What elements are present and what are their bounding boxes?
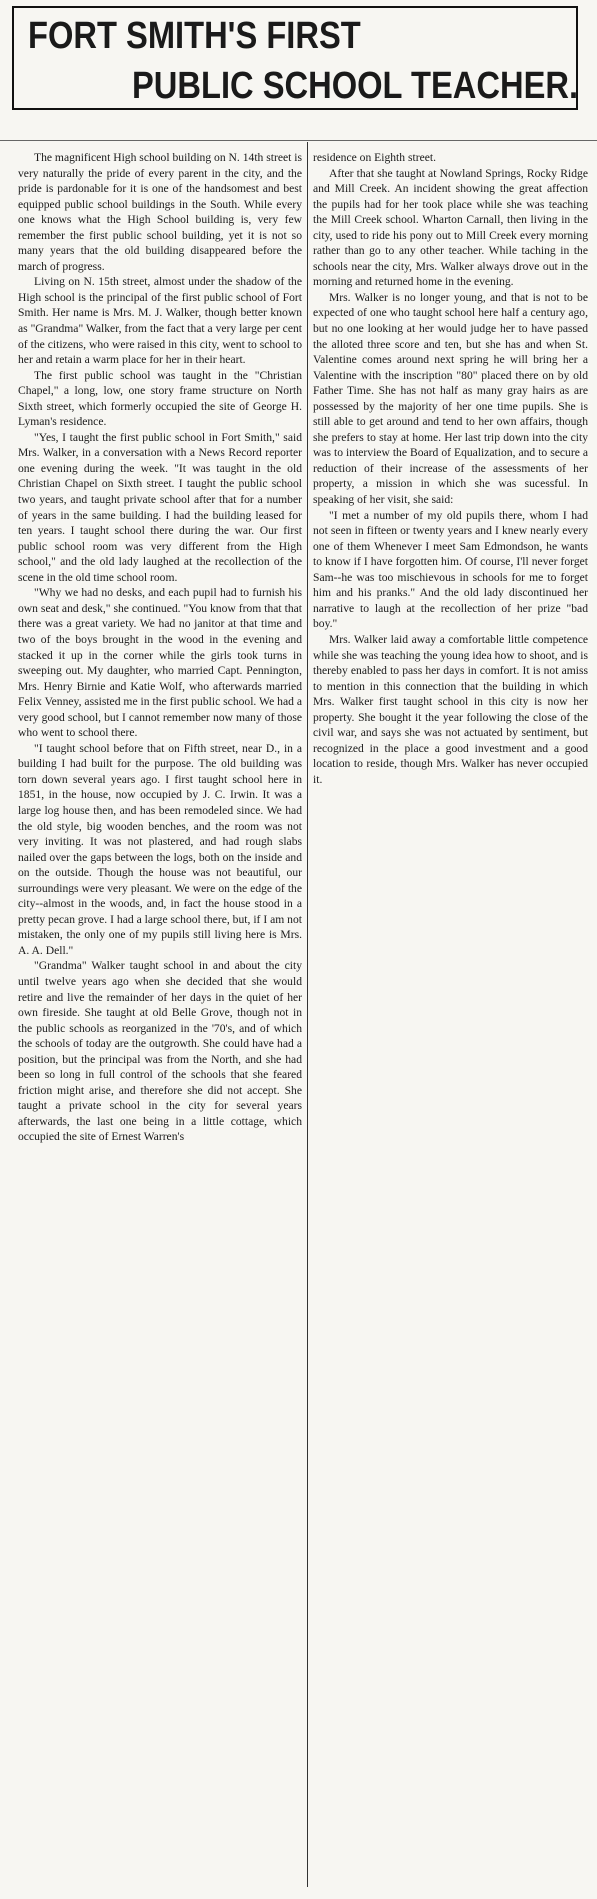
headline-box [12, 6, 578, 110]
paragraph: residence on Eighth street. [313, 151, 436, 164]
paragraph: Living on N. 15th street, almost under the shadow of the High school is the principal of the first public school of Fort Smith. Her name is Mrs. M. J. Walker, though better known as "Grandma" Walker, from the fact that a very large per cent of the citizens, who were raised in this city, went to school to her and retain a warm place for her in their heart. [18, 275, 302, 367]
right-column [313, 150, 588, 787]
paragraph: Mrs. Walker is no longer young, and that is not to be expected of one who taught school here half a century ago, but no one looking at her would judge her to have passed the alloted three score and ten, but she has and when St. Valentine comes around next spring he will bring her a Valentine with the inscription "80" placed there on by old Father Time. She has not half as many gray hairs as are possessed by the majority of her one time pupils. She is still able to get around and tend to her own affairs, though she prefers to stay at home. Her last trip down into the city was to interview the Board of Equalization, and to secure a reduction of their increase of the assessments of her property, a mission in which she was sucessful. In speaking of her visit, she said: [313, 290, 588, 507]
top-rule [0, 140, 597, 141]
column-divider [307, 142, 308, 1887]
paragraph: "Yes, I taught the first public school in Fort Smith," said Mrs. Walker, in a conversation with a News Record reporter one evening during the week. "It was taught in the old Christian Chapel on Sixth street. I taught the public school two years, and taught private school after that for a number of years in the same building. I had the building leased for ten years. I taught school there during the war. Our first public school room was very different from the High school," and the old lady laughed at the recollection of the scene in the old time school room. [18, 430, 302, 584]
paragraph: Mrs. Walker laid away a comfortable little competence while she was teaching the young idea how to shoot, and is thereby enabled to pass her days in comfort. It is not amiss to mention in this connection that the building in which Mrs. Walker first taught school in this city is now her property. She bought it the year following the close of the civil war, and says she was not actuated by sentiment, but recognized in the place a good investment and a good location to reside, though Mrs. Walker has never occupied it. [313, 632, 588, 786]
paragraph: "I met a number of my old pupils there, whom I had not seen in fifteen or twenty years and I knew nearly every one of them Whenever I meet Sam Edmondson, he wants to know if I have forgotten him. Of course, I'll never forget Sam--he was too mischievous in schools for me to forget him and his pranks." And the old lady discontinued her narrative to laugh at the recollection of her prize "bad boy." [313, 508, 588, 631]
paragraph: "Grandma" Walker taught school in and about the city until twelve years ago when she decided that she would retire and live the remainder of her days in the quiet of her own fireside. She taught at old Belle Grove, though not in the public schools as reorganized in the '70's, and of which the schools of today are the outgrowth. She could have had a position, but the principal was from the North, and she had been so long in full control of the schools that she feared friction might arise, and therefore she did not accept. She taught a private school in the city for several years afterwards, the last one being in a little cottage, which occupied the site of Ernest Warren's [18, 959, 302, 1144]
left-column [18, 150, 302, 1145]
headline-line-1: FORT SMITH'S FIRST [28, 15, 361, 57]
paragraph: "Why we had no desks, and each pupil had to furnish his own seat and desk," she continued. "You know from that that there was a great variety. We had no janitor at that time and two of the boys brought in the wood in the evening and stacked it up in the corner while the girls took turns in sweeping out. My daughter, who married Capt. Pennington, Mrs. Henry Birnie and Katie Wolf, who afterwards married Felix Venney, assisted me in the first public school. We had a very good school, but I cannot remember now many of those who went to school there. [18, 586, 302, 740]
paragraph: The first public school was taught in the "Christian Chapel," a long, low, one story frame structure on North Sixth street, which formerly occupied the site of George H. Lyman's residence. [18, 368, 302, 429]
paragraph: "I taught school before that on Fifth street, near D., in a building I had built for the purpose. The old building was torn down several years ago. I first taught school here in 1851, in the house, now occupied by J. C. Irwin. It was a large log house then, and has been remodeled since. We had the old style, big wooden benches, and the room was not very inviting. It was not plastered, and had rough slabs nailed over the gaps between the logs, both on the inside and on the outside. Though the house was not beautiful, our surroundings were very pleasant. We were on the edge of the city--almost in the woods, and, in fact the house stood in a pretty pecan grove. I had a large school there, but, if I am not mistaken, the only one of my pupils still living here is Mrs. A. A. Dell." [18, 741, 302, 957]
paragraph: The magnificent High school building on N. 14th street is very naturally the pride of every parent in the city, and the pride is pardonable for it is one of the handsomest and best equipped public school buildings in the South. While every one knows what the High School building is, very few remember the first public school building, yet it is not so many years that the old building disappeared before the march of progress. [18, 151, 302, 273]
paragraph: After that she taught at Nowland Springs, Rocky Ridge and Mill Creek. An incident showing the great affection the pupils had for her took place while she was teaching the Mill Creek school. Wharton Carnall, then living in the city, used to ride his pony out to Mill Creek every morning rather than go to any other teacher. While taching in the schools near the city, Mrs. Walker always drove out in the morning and returned home in the evening. [313, 166, 588, 289]
headline-line-2: PUBLIC SCHOOL TEACHER. [132, 65, 579, 107]
